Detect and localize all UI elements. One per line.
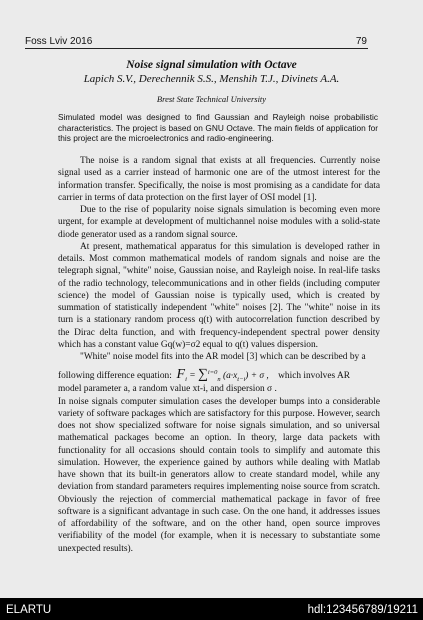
paper-abstract: Simulated model was designed to find Gaussian and Rayleigh noise probabilistic characteristics. The project is based on GNU Octave. The main fields of application for this project are the microelectronics and radio-engineering.: [58, 112, 378, 143]
body-paragraph: Due to the rise of popularity noise signals simulation is becoming even more urgent, for example at development of multichannel noise modules with a solid-state diode generator used as a random signal source.: [58, 205, 380, 240]
running-header-left: Foss Lviv 2016: [25, 36, 93, 47]
body-paragraph: In noise signals computer simulation cases the developer bumps into a considerable variety of software packages which are satisfactory for this purpose. However, search does not show specialized software for noise signals simulation, and so universal mathematical packages become an option. In theory, large data packets with functionality for all occasions should contain tools to simplify and automate this simulation. However, the experience gained by authors while dealing with Matlab have shown that its built-in generators allow to create standard model, while any deviation from standard parameters requires implementing noise source from scratch. Obviously the rejection of commercial mathematical package in favor of free software is a significant advantage in such case. On the one hand, it addresses issues of affordability of the software, and on the other hand, open source improves verifiability of the model (for example, when it is necessary to substantiate some unexpected results).: [58, 396, 380, 554]
page-number: 79: [355, 36, 367, 47]
paper-body: [58, 155, 380, 555]
paper-affiliation: Brest State Technical University: [156, 94, 267, 104]
ar-model-formula: $F_i = \sum^{i=0}_n$ $(a\cdot x_{t-i}) + \sigma$ ,: [176, 367, 269, 384]
formula-lead-text: following difference equation:: [58, 371, 172, 382]
paper-authors: Lapich S.V., Derechennik S.S., Menshih T.J., Divinets A.A.: [83, 73, 340, 85]
body-paragraph: The noise is a random signal that exists at all frequencies. Currently noise signal used as a carrier instead of harmonic one are of the utmost interest for the information transfer. Specifically, the noise is most promising as a candidate for data carrier in terms of data protection on the first layer of OSI model [1].: [58, 156, 380, 203]
body-paragraph: model parameter a, a random value xt-i, and dispersion σ .: [58, 384, 277, 395]
formula-trail-text: which involves AR: [278, 371, 350, 382]
body-paragraph: At present, mathematical apparatus for this simulation is developed rather in details. Most common mathematical models of random signals and noise are the telegraph signal, "white" noise, Gaussian noise, and Rayleigh noise. In real-life tasks of the radio technology, telecommunications and in other fields (including computer science) the model of Gaussian noise is typically used, which is created by summation of statistically independent "white" noises [2]. The "white" noise in its turn is a stationary random process q(t) with autocorrelation function described by the Dirac delta function, and with frequency-independent spectral power density which has a constant value Gq(w)=σ2 equal to q(t) values dispersion.: [58, 241, 380, 350]
formula-line: [58, 363, 380, 383]
handle-identifier[interactable]: hdl:123456789/19211: [307, 604, 418, 616]
repository-name: ELARTU: [6, 604, 52, 616]
body-paragraph: "White" noise model fits into the AR model [3] which can be described by a: [80, 352, 366, 362]
paper-title: Noise signal simulation with Octave: [126, 59, 297, 71]
header-rule: [25, 48, 368, 49]
